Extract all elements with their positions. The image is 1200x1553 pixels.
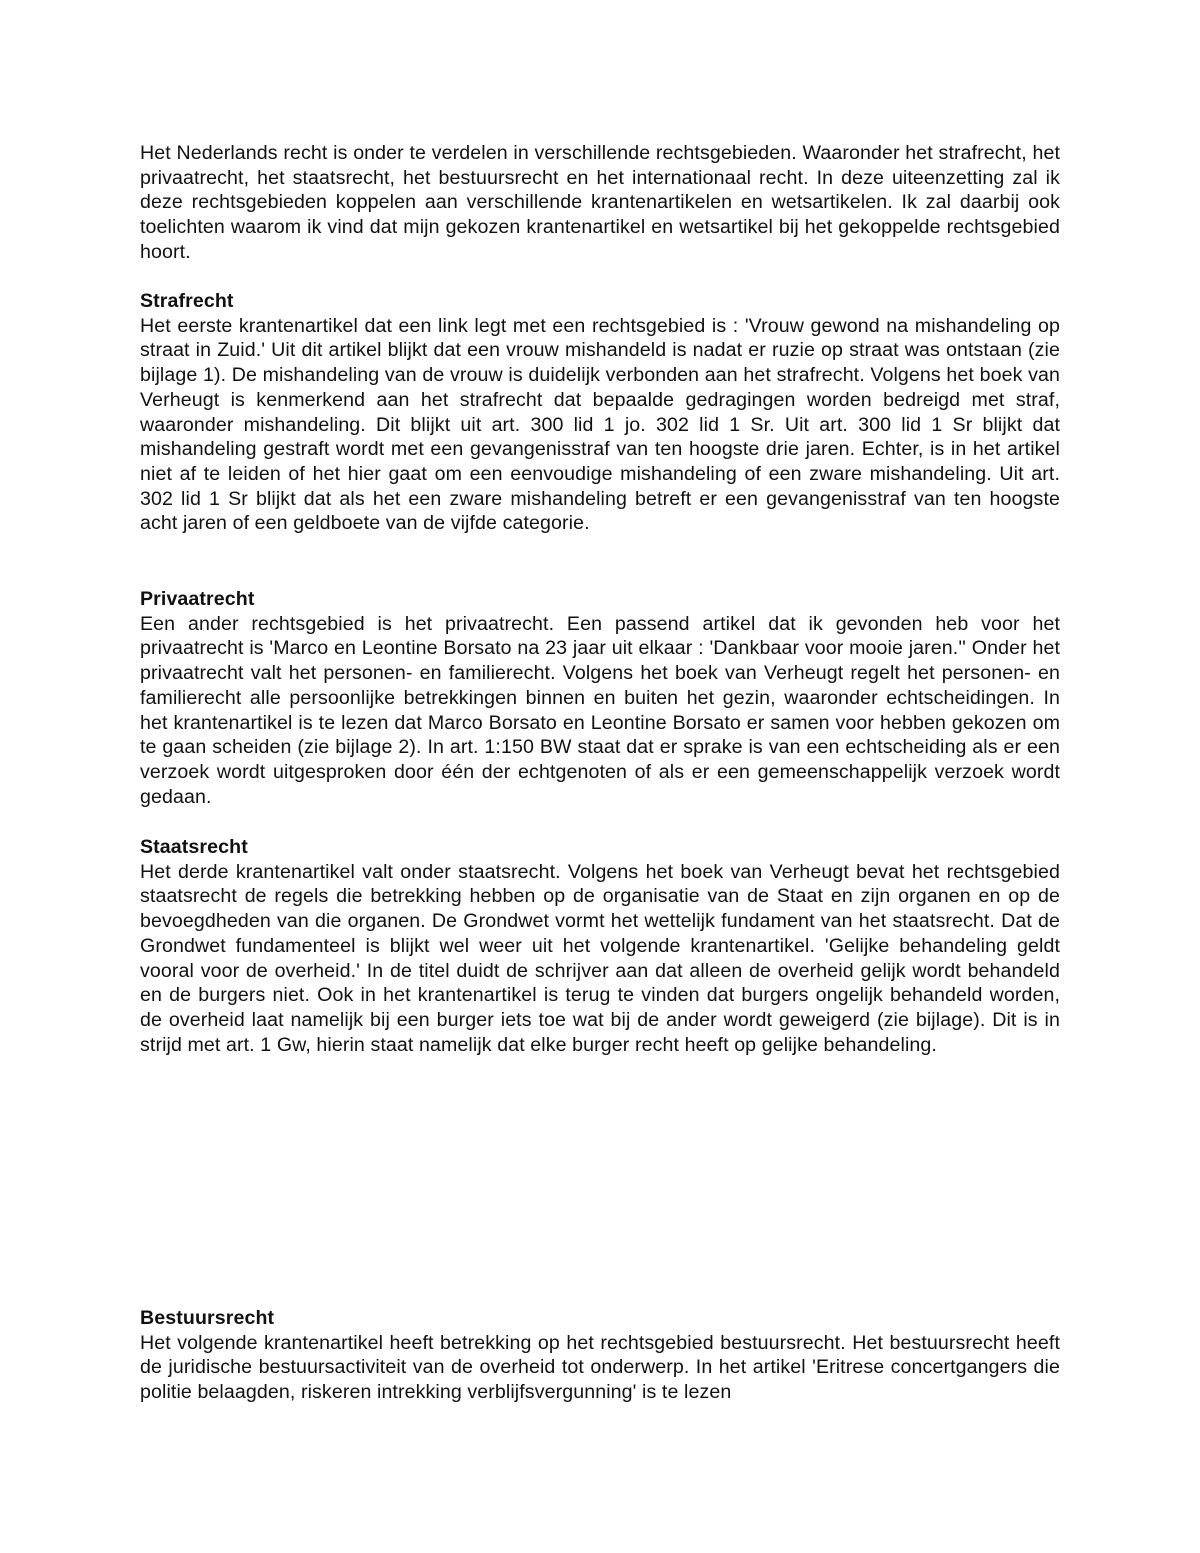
section-body: Een ander rechtsgebied is het privaatrecht. Een passend artikel dat ik gevonden heb voor het privaatrecht is 'Marco en Leontine Borsato na 23 jaar uit elkaar : 'Dankbaar voor mooie jaren.'' Onder het privaatrecht valt het personen- en familierecht. Volgens het boek van Verheugt regelt het personen- en familierecht alle persoonlijke betrekkingen binnen en buiten het gezin, waaronder echtscheidingen. In het krantenartikel is te lezen dat Marco Borsato en Leontine Borsato er samen voor hebben gekozen om te gaan scheiden (zie bijlage 2). In art. 1:150 BW staat dat er sprake is van een echtscheiding als er een verzoek wordt uitgesproken door één der echtgenoten of als er een gemeenschappelijk verzoek wordt gedaan. — [140, 612, 1060, 808]
section-body: Het volgende krantenartikel heeft betrekking op het rechtsgebied bestuursrecht. Het bestuursrecht heeft de juridische bestuursactiviteit van de overheid tot onderwerp. In het artikel 'Eritrese concertgangers die politie belaagden, riskeren intrekking verblijfsvergunning' is te lezen — [140, 1331, 1060, 1404]
section-strafrecht — [140, 289, 1060, 536]
section-heading: Privaatrecht — [140, 588, 255, 610]
intro-text: Het Nederlands recht is onder te verdelen in verschillende rechtsgebieden. Waaronder het strafrecht, het privaatrecht, het staatsrecht, het bestuursrecht en het internationaal recht. In deze uiteenzetting zal ik deze rechtsgebieden koppelen aan verschillende krantenartikelen en wetsartikelen. Ik zal daarbij ook toelichten waarom ik vind dat mijn gekozen krantenartikel en wetsartikel bij het gekoppelde rechtsgebied hoort. — [140, 142, 1060, 263]
section-heading: Staatsrecht — [140, 836, 248, 858]
section-privaatrecht — [140, 587, 1060, 809]
section-body: Het derde krantenartikel valt onder staatsrecht. Volgens het boek van Verheugt bevat het rechtsgebied staatsrecht de regels die betrekking hebben op de organisatie van de Staat en zijn organen en op de bevoegdheden van die organen. De Grondwet vormt het wettelijk fundament van het staatsrecht. Dat de Grondwet fundamenteel is blijkt wel weer uit het volgende krantenartikel. 'Gelijke behandeling geldt vooral voor de overheid.' In de titel duidt de schrijver aan dat alleen de overheid gelijk wordt behandeld en de burgers niet. Ook in het krantenartikel is terug te vinden dat burgers ongelijk behandeld worden, de overheid laat namelijk bij een burger iets toe wat bij de ander wordt geweigerd (zie bijlage). Dit is in strijd met art. 1 Gw, hierin staat namelijk dat elke burger recht heeft op gelijke behandeling. — [140, 860, 1060, 1056]
section-heading: Bestuursrecht — [140, 1307, 275, 1329]
section-heading: Strafrecht — [140, 290, 234, 312]
intro-paragraph — [140, 141, 1060, 265]
section-bestuursrecht — [140, 1306, 1060, 1405]
section-body: Het eerste krantenartikel dat een link legt met een rechtsgebied is : 'Vrouw gewond na mishandeling op straat in Zuid.' Uit dit artikel blijkt dat een vrouw mishandeld is nadat er ruzie op straat was ontstaan (zie bijlage 1). De mishandeling van de vrouw is duidelijk verbonden aan het strafrecht. Volgens het boek van Verheugt is kenmerkend aan het strafrecht dat bepaalde gedragingen worden bedreigd met straf, waaronder mishandeling. Dit blijkt uit art. 300 lid 1 jo. 302 lid 1 Sr. Uit art. 300 lid 1 Sr blijkt dat mishandeling gestraft wordt met een gevangenisstraf van ten hoogste drie jaren. Echter, is in het artikel niet af te leiden of het hier gaat om een eenvoudige mishandeling of een zware mishandeling. Uit art. 302 lid 1 Sr blijkt dat als het een zware mishandeling betreft er een gevangenisstraf van ten hoogste acht jaren of een geldboete van de vijfde categorie. — [140, 314, 1060, 535]
section-staatsrecht — [140, 835, 1060, 1057]
